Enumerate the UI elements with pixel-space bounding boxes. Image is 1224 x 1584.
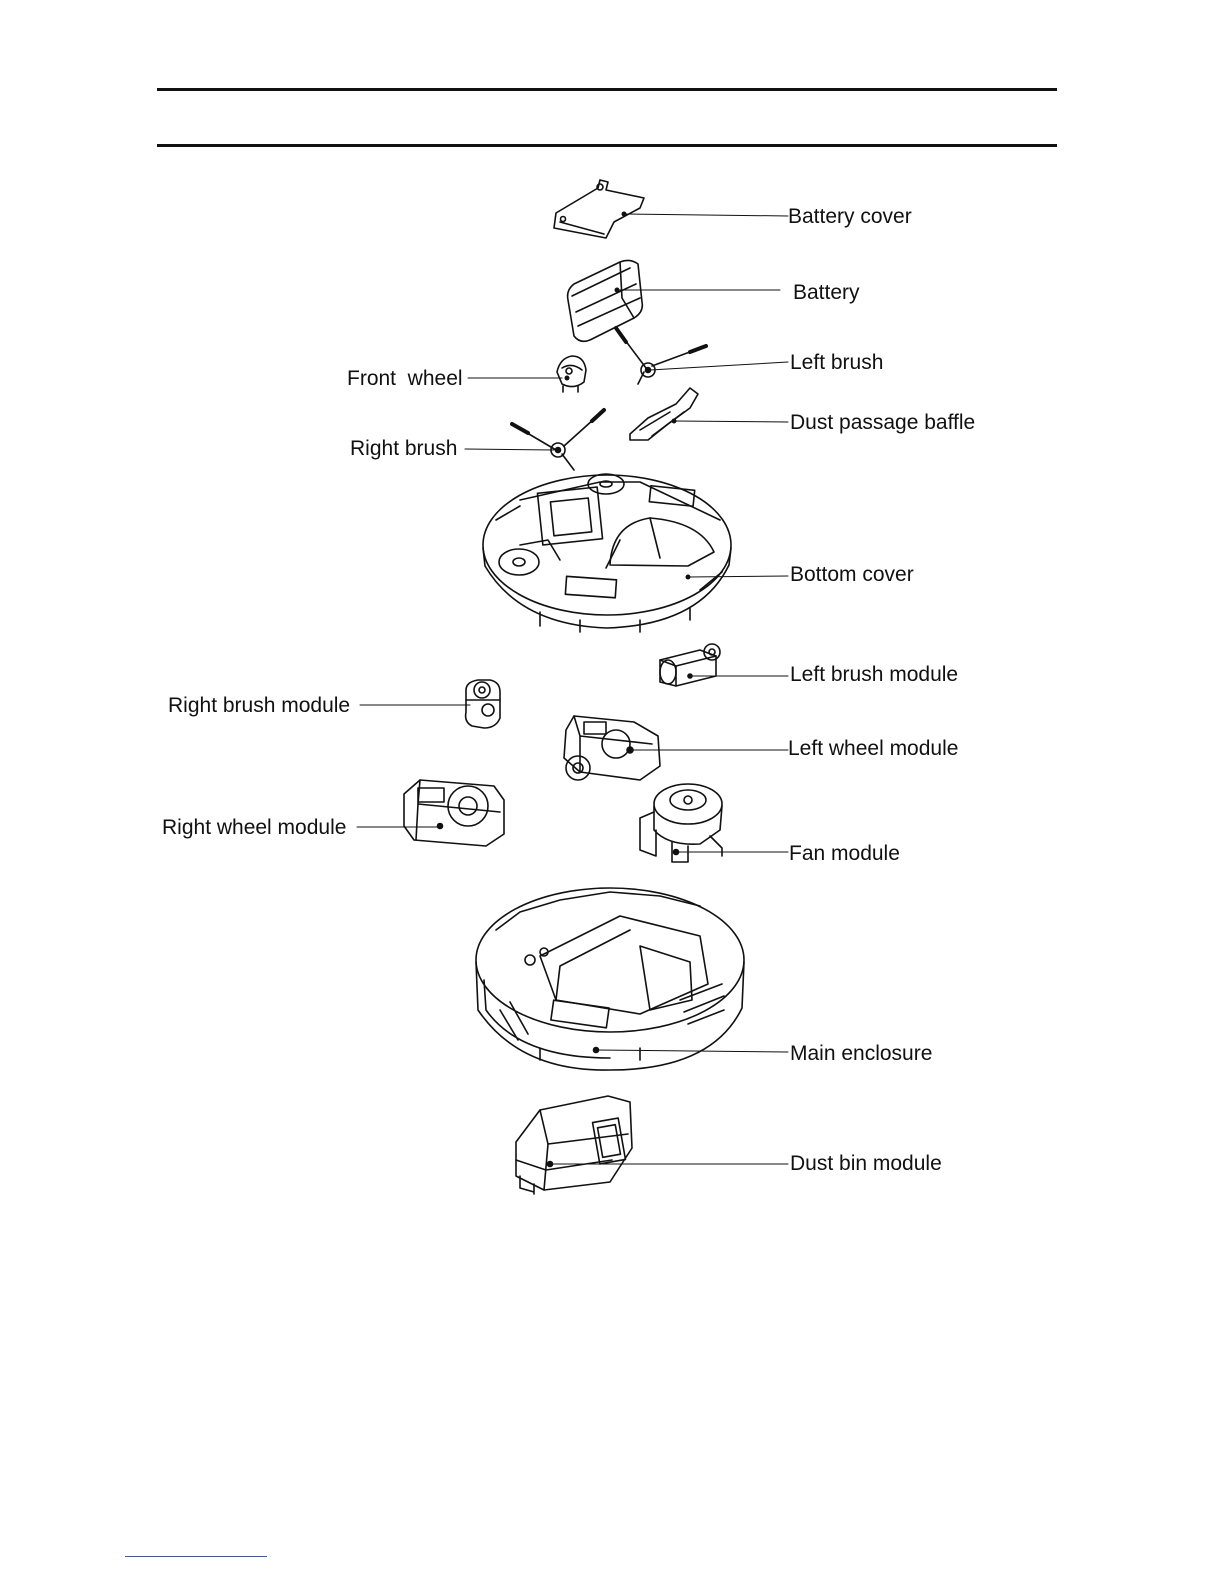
front-wheel-part	[557, 356, 586, 392]
battery-part	[568, 260, 643, 341]
right-brush-module-part	[466, 680, 500, 728]
label-right-brush-module: Right brush module	[168, 694, 351, 717]
label-dust-bin-module: Dust bin module	[790, 1152, 942, 1175]
label-main-enclosure: Main enclosure	[790, 1042, 933, 1065]
leader-bottom-cover	[688, 576, 788, 577]
leader-battery-cover	[624, 214, 788, 216]
leader-right-brush	[465, 449, 554, 450]
battery-cover-part	[554, 180, 644, 238]
label-battery: Battery	[793, 281, 860, 304]
label-right-wheel-module: Right wheel module	[162, 816, 347, 839]
label-battery-cover: Battery cover	[788, 205, 912, 228]
leader-dust-passage-baffle	[674, 421, 788, 422]
left-brush-part	[616, 328, 706, 384]
leader-left-brush	[650, 362, 788, 370]
label-left-brush: Left brush	[790, 351, 884, 374]
label-right-brush: Right brush	[350, 437, 458, 460]
left-wheel-module-part	[564, 716, 660, 780]
main-enclosure-part	[476, 888, 744, 1070]
leader-dots	[565, 212, 691, 580]
label-bottom-cover: Bottom cover	[790, 563, 914, 586]
label-dust-passage-baffle: Dust passage baffle	[790, 411, 976, 434]
fan-module-part	[640, 784, 722, 862]
dust-bin-module-part	[516, 1096, 632, 1194]
left-brush-module-part	[660, 644, 720, 686]
label-left-wheel-module: Left wheel module	[788, 737, 959, 760]
label-left-brush-module: Left brush module	[790, 663, 959, 686]
right-brush-part	[512, 410, 604, 470]
dust-passage-baffle-part	[630, 388, 698, 440]
footnote-rule	[125, 1556, 267, 1557]
bottom-cover-part	[483, 474, 731, 632]
right-wheel-module-part	[404, 780, 504, 846]
leader-main-enclosure	[596, 1050, 788, 1052]
label-fan-module: Fan module	[789, 842, 900, 865]
label-front-wheel: Front wheel	[347, 367, 463, 390]
